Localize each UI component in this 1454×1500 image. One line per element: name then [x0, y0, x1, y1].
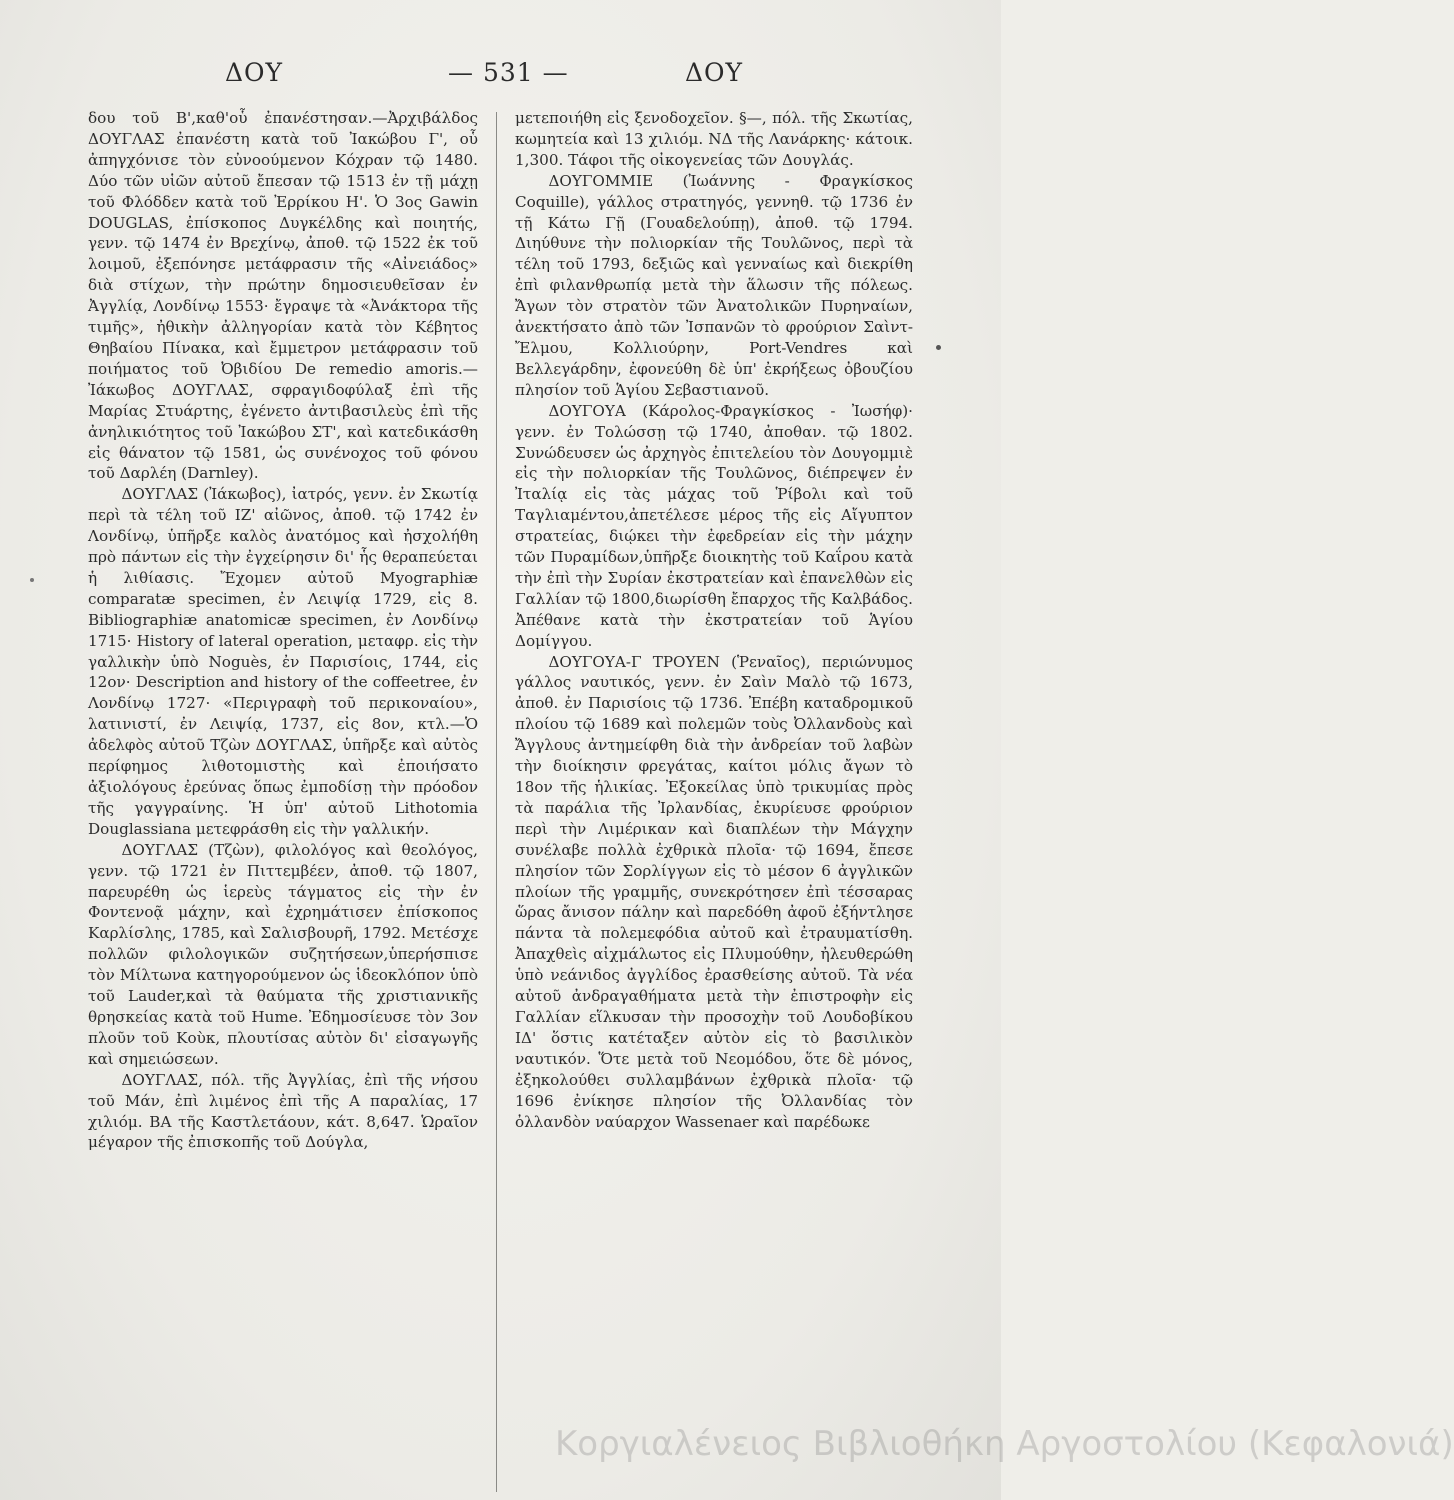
ink-speck	[30, 578, 34, 582]
column-divider	[496, 112, 497, 1492]
page-header	[0, 58, 1001, 98]
entry-douglas-town-continued: μετεποιήθη εἰς ξενοδοχεῖον. §—, πόλ. τῆς Σκωτίας, κωμητεία καὶ 13 χιλιόμ. ΝΔ τῆς Λανάρκης· κάτοικ. 1,300. Τάφοι τῆς οἰκογενείας τῶν Δουγλάς.	[515, 109, 913, 169]
entry-douglas-town: ΔΟΥΓΛΑΣ, πόλ. τῆς Ἀγγλίας, ἐπὶ τῆς νήσου τοῦ Μάν, ἐπὶ λιμένος ἐπὶ τῆς Α παραλίας, 17 χιλιόμ. ΒΑ τῆς Καστλετάουν, κάτ. 8,647. Ὡραῖον μέγαρον τῆς ἐπισκοπῆς τοῦ Δούγλα,	[88, 1070, 478, 1152]
library-watermark: Κοργιαλένειος Βιβλιοθήκη Αργοστολίου (Κεφαλονιά)	[555, 1424, 1454, 1464]
ink-speck	[936, 345, 941, 350]
right-column	[515, 108, 913, 1132]
left-column	[88, 108, 478, 1153]
entry-dugommier: ΔΟΥΓΟΜΜΙΕ (Ἰωάννης - Φραγκίσκος Coquille), γάλλος στρατηγός, γεννηθ. τῷ 1736 ἐν τῇ Κάτω Γῇ (Γουαδελούπῃ), ἀποθ. τῷ 1794. Διηύθυνε τὴν πολιορκίαν τῆς Τουλῶνος, περὶ τὰ τέλη τοῦ 1793, δεξιῶς καὶ γενναίως καὶ διεκρίθη ἐπὶ φιλανθρωπίᾳ μετὰ τὴν ἅλωσιν τῆς πόλεως. Ἄγων τὸν στρατὸν τῶν Ἀνατολικῶν Πυρηναίων, ἀνεκτήσατο ἀπὸ τῶν Ἰσπανῶν τὸ φρούριον Σαὶντ-Ἔλμου, Κολλιούρην, Port-Vendres καὶ Βελλεγάρδην, ἐφονεύθη δὲ ὑπ' ἐκρήξεως ὀβουζίου πλησίον τοῦ Ἁγίου Σεβαστιανοῦ.	[515, 171, 913, 399]
page-number: — 531 —	[448, 58, 569, 87]
entry-dugua: ΔΟΥΓΟΥΑ (Κάρολος-Φραγκίσκος - Ἰωσήφ)· γενν. ἐν Τολώσσῃ τῷ 1740, ἀποθαν. τῷ 1802. Συνώδευσεν ὡς ἀρχηγὸς ἐπιτελείου τὸν Δουγομμιὲ εἰς τὴν πολιορκίαν τῆς Τουλῶνος, διέπρεψεν ἐν Ἰταλίᾳ εἰς τὰς μάχας τοῦ Ῥίβολι καὶ τοῦ Ταγλιαμέντου,ἀπετέλεσε μέρος τῆς εἰς Αἴγυπτον στρατείας, διῴκει τὴν ἐφεδρείαν εἰς τὴν μάχην τῶν Πυραμίδων,ὑπῆρξε διοικητὴς τοῦ Καΐρου κατὰ τὴν ἐπὶ τὴν Συρίαν ἐκστρατείαν καὶ ἐπανελθὼν εἰς Γαλλίαν τῷ 1800,διωρίσθη ἔπαρχος τῆς Καλβάδος. Ἀπέθανε κατὰ τὴν ἐκστρατείαν τοῦ Ἁγίου Δομίγγου.	[515, 401, 913, 650]
entry-duguay-trouin: ΔΟΥΓΟΥΑ-Γ ΤΡΟΥΕΝ (Ῥεναῖος), περιώνυμος γάλλος ναυτικός, γενν. ἐν Σαὶν Μαλὸ τῷ 1673, ἀποθ. ἐν Παρισίοις τῷ 1736. Ἐπέβη καταδρομικοῦ πλοίου τῷ 1689 καὶ πολεμῶν τοὺς Ὀλλανδοὺς καὶ Ἄγγλους ἀντημείφθη διὰ τὴν ἀνδρείαν τοῦ λαβὼν τὴν διοίκησιν φρεγάτας, καίτοι μόλις ἄγων τὸ 18ον τῆς ἡλικίας. Ἐξοκείλας ὑπὸ τρικυμίας πρὸς τὰ παράλια τῆς Ἰρλανδίας, ἐκυρίευσε φρούριον περὶ τὴν Λιμέρικαν καὶ διαπλέων τὴν Μάγχην συνέλαβε πολλὰ ἐχθρικὰ πλοῖα· τῷ 1694, ἔπεσε πλησίον τῶν Σορλίγγων εἰς τὸ μέσον 6 ἀγγλικῶν πλοίων τῆς γραμμῆς, συνεκρότησεν ἐπὶ τέσσαρας ὥρας ἄνισον πάλην καὶ παρεδόθη ἀφοῦ ἐξήντλησε πάντα τὰ πολεμεφόδια αὐτοῦ καὶ ἐτραυματίσθη. Ἀπαχθεὶς αἰχμάλωτος εἰς Πλυμούθην, ἠλευθερώθη ὑπὸ νεάνιδος ἀγγλίδος ἐρασθείσης αὐτοῦ. Τὰ νέα αὐτοῦ ἀνδραγαθήματα μετὰ τὴν ἐπιστροφὴν εἰς Γαλλίαν εἵλκυσαν τὴν προσοχὴν τοῦ Λουδοβίκου ΙΔ' ὅστις κατέταξεν αὐτὸν εἰς τὸ βασιλικὸν ναυτικόν. Ὅτε μετὰ τοῦ Νεομόδου, ὅτε δὲ μόνος, ἐξηκολούθει συλλαμβάνων ἐχθρικὰ πλοῖα· τῷ 1696 ἐνίκησε πλησίον τῆς Ὀλλανδίας τὸν ὀλλανδὸν ναύαρχον Wassenaer καὶ παρέδωκε	[515, 652, 913, 1131]
entry-douglas-james: ΔΟΥΓΛΑΣ (Ἰάκωβος), ἰατρός, γενν. ἐν Σκωτίᾳ περὶ τὰ τέλη τοῦ ΙΖ' αἰῶνος, ἀποθ. τῷ 1742 ἐν Λονδίνῳ, ὑπῆρξε καλὸς ἀνατόμος καὶ ἠσχολήθη πρὸ πάντων εἰς τὴν ἐγχείρησιν δι' ἧς θεραπεύεται ἡ λιθίασις. Ἔχομεν αὐτοῦ Myographiæ comparatæ specimen, ἐν Λειψίᾳ 1729, εἰς 8. Bibliographiæ anatomicæ specimen, ἐν Λονδίνῳ 1715· History of lateral operation, μεταφρ. εἰς τὴν γαλλικὴν ὑπὸ Noguès, ἐν Παρισίοις, 1744, εἰς 12ον· Description and history of the coffeetree, ἐν Λονδίνῳ 1727· «Περιγραφὴ τοῦ περικοναίου», λατινιστί, ἐν Λειψίᾳ, 1737, εἰς 8ον, κτλ.—Ὁ ἀδελφὸς αὐτοῦ Τζὼν ΔΟΥΓΛΑΣ, ὑπῆρξε καὶ αὐτὸς περίφημος λιθοτομιστὴς καὶ ἐποιήσατο ἀξιολόγους ἐρεύνας ὅπως ἐμποδίσῃ τὴν πρόοδον τῆς γαγγραίνης. Ἡ ὑπ' αὐτοῦ Lithotomia Douglassiana μετεφράσθη εἰς τὴν γαλλικήν.	[88, 485, 478, 838]
header-left-keyword: ΔΟΥ	[225, 58, 284, 87]
header-right-keyword: ΔΟΥ	[685, 58, 744, 87]
entry-douglas-family-continued: δου τοῦ Β',καθ'οὗ ἐπανέστησαν.—Ἀρχιβάλδος ΔΟΥΓΛΑΣ ἐπανέστη κατὰ τοῦ Ἰακώβου Γ', οὗ ἀπηγχόνισε τὸν εὐνοούμενον Κόχραν τῷ 1480. Δύο τῶν υἱῶν αὐτοῦ ἔπεσαν τῷ 1513 ἐν τῇ μάχῃ τοῦ Φλόδδεν κατὰ τοῦ Ἐρρίκου Η'. Ὁ 3ος Gawin DOUGLAS, ἐπίσκοπος Δυγκέλδης καὶ ποιητής, γενν. τῷ 1474 ἐν Βρεχίνῳ, ἀποθ. τῷ 1522 ἐκ τοῦ λοιμοῦ, ἐξεπόνησε μετάφρασιν τῆς «Αἰνειάδος» διὰ στίχων, τὴν πρώτην δημοσιευθεῖσαν ἐν Ἀγγλίᾳ, Λονδίνῳ 1553· ἔγραψε τὰ «Ἀνάκτορα τῆς τιμῆς», ἠθικὴν ἀλληγορίαν κατὰ τὸν Κέβητος Θηβαίου Πίνακα, καὶ ἔμμετρον μετάφρασιν τοῦ ποιήματος τοῦ Ὀβιδίου De remedio amoris.—Ἰάκωβος ΔΟΥΓΛΑΣ, σφραγιδοφύλαξ ἐπὶ τῆς Μαρίας Στυάρτης, ἐγένετο ἀντιβασιλεὺς ἐπὶ τῆς ἀνηλικιότητος τοῦ Ἰακώβου ΣΤ', καὶ κατεδικάσθη εἰς θάνατον τῷ 1581, ὡς συνένοχος τοῦ φόνου τοῦ Δαρλέη (Darnley).	[88, 109, 478, 483]
entry-douglas-john: ΔΟΥΓΛΑΣ (Τζὼν), φιλολόγος καὶ θεολόγος, γενν. τῷ 1721 ἐν Πιττεμβέεν, ἀποθ. τῷ 1807, παρευρέθη ὡς ἱερεὺς τάγματος εἰς τὴν ἐν Φοντενοᾷ μάχην, καὶ ἐχρημάτισεν ἐπίσκοπος Καρλίσλης, 1785, καὶ Σαλισβουρῆ, 1792. Μετέσχε πολλῶν φιλολογικῶν συζητήσεων,ὑπερήσπισε τὸν Μίλτωνα κατηγορούμενον ὡς ἱδεοκλόπον ὑπὸ τοῦ Lauder,καὶ τὰ θαύματα τῆς χριστιανικῆς θρησκείας κατὰ τοῦ Hume. Ἐδημοσίευσε τὸν 3ον πλοῦν τοῦ Κοὺκ, πλουτίσας αὐτὸν δι' εἰσαγωγῆς καὶ σημειώσεων.	[88, 840, 478, 1068]
